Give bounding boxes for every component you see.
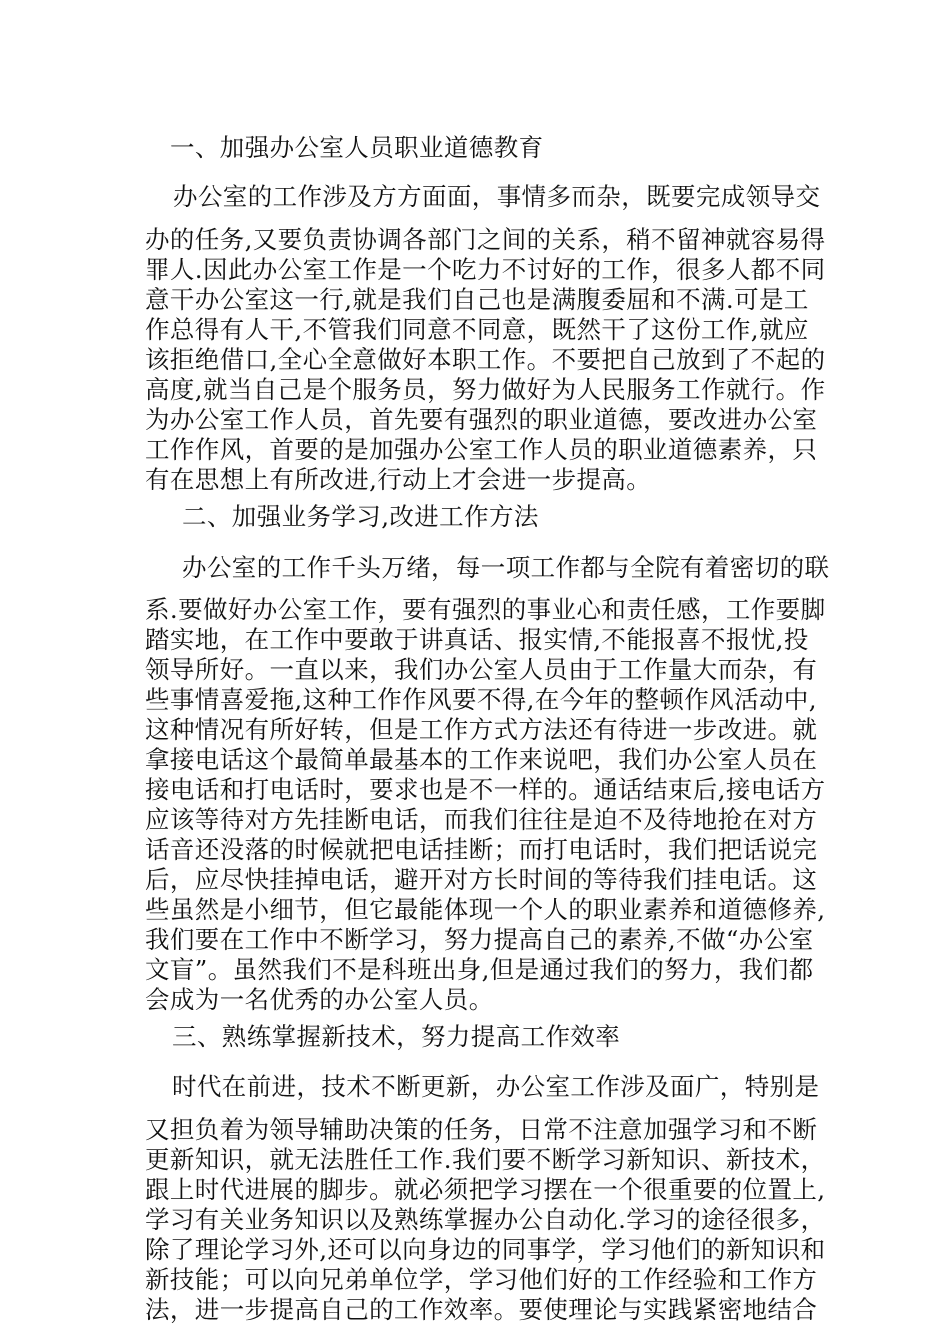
paragraph-line: 系.要做好办公室工作，要有强烈的事业心和责任感，工作要脚 [145, 595, 826, 624]
paragraph-line: 法，进一步提高自己的工作效率。要使理论与实践紧密地结合 [145, 1295, 818, 1324]
paragraph-line: 这种情况有所好转，但是工作方式方法还有待进一步改进。就 [145, 715, 818, 744]
heading-section-2: 二、加强业务学习,改进工作方法 [182, 502, 539, 531]
paragraph-line: 些事情喜爱拖,这种工作作风要不得,在今年的整顿作风活动中, [145, 685, 817, 714]
paragraph-line: 除了理论学习外,还可以向身边的同事学，学习他们的新知识和 [145, 1235, 826, 1264]
paragraph-line: 会成为一名优秀的办公室人员。 [145, 985, 494, 1014]
paragraph-line: 我们要在工作中不断学习，努力提高自己的素养,不做“办公室 [145, 925, 814, 954]
heading-section-1: 一、加强办公室人员职业道德教育 [170, 133, 544, 162]
paragraph-line: 应该等待对方先挂断电话，而我们往往是迫不及待地抢在对方 [145, 805, 818, 834]
paragraph-line: 高度,就当自己是个服务员，努力做好为人民服务工作就行。作 [145, 375, 826, 404]
heading-section-3: 三、熟练掌握新技术，努力提高工作效率 [172, 1022, 621, 1051]
paragraph-line: 意干办公室这一行,就是我们自己也是满腹委屈和不满.可是工 [145, 285, 809, 314]
paragraph-line: 些虽然是小细节，但它最能体现一个人的职业素养和道德修养, [145, 895, 826, 924]
paragraph-line: 跟上时代进展的脚步。就必须把学习摆在一个很重要的位置上, [145, 1175, 826, 1204]
paragraph-line: 拿接电话这个最简单最基本的工作来说吧，我们办公室人员在 [145, 745, 818, 774]
paragraph-line: 有在思想上有所改进,行动上才会进一步提高。 [145, 465, 652, 494]
paragraph-line: 又担负着为领导辅助决策的任务，日常不注意加强学习和不断 [145, 1115, 818, 1144]
paragraph-line: 时代在前进，技术不断更新，办公室工作涉及面广，特别是 [172, 1072, 820, 1101]
paragraph-line: 接电话和打电话时，要求也是不一样的。通话结束后,接电话方 [145, 775, 826, 804]
paragraph-line: 办的任务,又要负责协调各部门之间的关系，稍不留神就容易得 [145, 225, 826, 254]
paragraph-line: 该拒绝借口,全心全意做好本职工作。不要把自己放到了不起的 [145, 345, 826, 374]
paragraph-line: 踏实地，在工作中要敢于讲真话、报实情,不能报喜不报忧,投 [145, 625, 809, 654]
paragraph-line: 文盲”。虽然我们不是科班出身,但是通过我们的努力，我们都 [145, 955, 814, 984]
paragraph-line: 为办公室工作人员，首先要有强烈的职业道德，要改进办公室 [145, 405, 818, 434]
paragraph-line: 新技能；可以向兄弟单位学，学习他们好的工作经验和工作方 [145, 1265, 818, 1294]
paragraph-line: 工作作风，首要的是加强办公室工作人员的职业道德素养，只 [145, 435, 818, 464]
paragraph-line: 更新知识，就无法胜任工作.我们要不断学习新知识、新技术， [145, 1145, 826, 1174]
paragraph-line: 办公室的工作千头万绪，每一项工作都与全院有着密切的联 [182, 553, 830, 582]
paragraph-line: 领导所好。一直以来，我们办公室人员由于工作量大而杂，有 [145, 655, 818, 684]
paragraph-line: 作总得有人干,不管我们同意不同意，既然干了这份工作,就应 [145, 315, 809, 344]
paragraph-line: 办公室的工作涉及方方面面，事情多而杂，既要完成领导交 [173, 182, 821, 211]
paragraph-line: 话音还没落的时候就把电话挂断；而打电话时，我们把话说完 [145, 835, 818, 864]
paragraph-line: 后，应尽快挂掉电话，避开对方长时间的等待我们挂电话。这 [145, 865, 818, 894]
paragraph-line: 罪人.因此办公室工作是一个吃力不讨好的工作，很多人都不同 [145, 255, 826, 284]
paragraph-line: 学习有关业务知识以及熟练掌握办公自动化.学习的途径很多， [145, 1205, 826, 1234]
